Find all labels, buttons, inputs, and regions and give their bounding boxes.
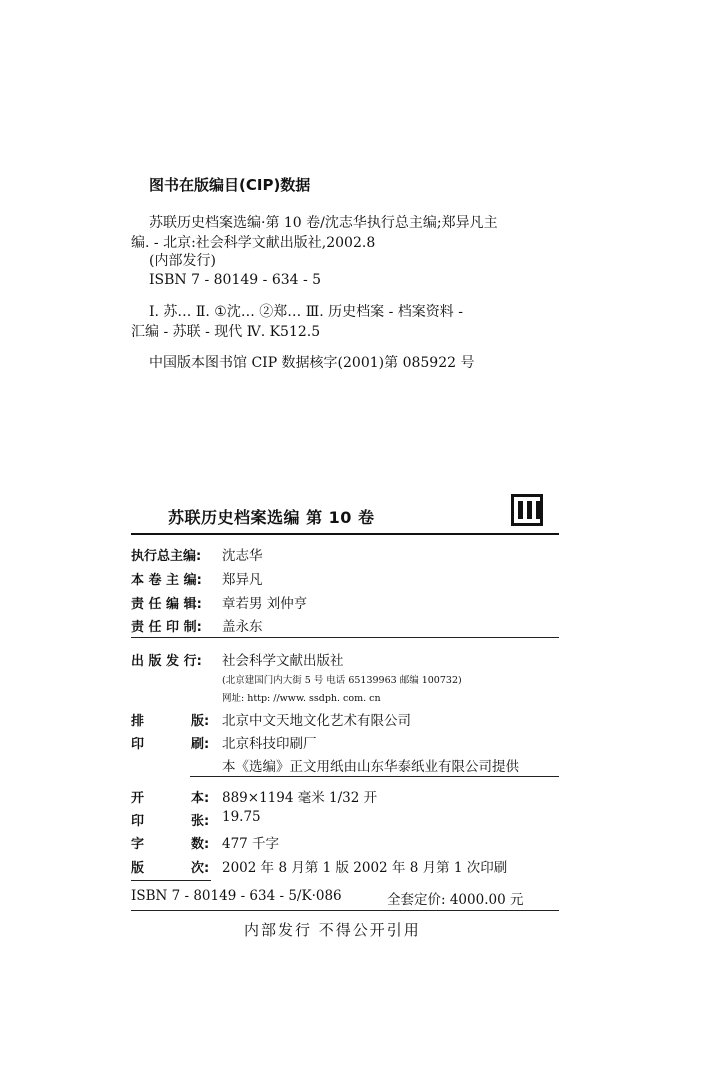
credit-value-volume-editor: 郑异凡 <box>222 572 263 588</box>
cip-heading: 图书在版编目(CIP)数据 <box>149 176 311 194</box>
publisher-address: (北京建国门内大街 5 号 电话 65139963 邮编 100732) <box>222 675 462 686</box>
title-divider <box>131 533 559 535</box>
production-label-printing-1: 印 <box>131 737 145 752</box>
publisher-name: 社会科学文献出版社 <box>222 653 344 669</box>
production-label-typesetting-2: 版: <box>191 714 210 729</box>
credit-label-print-supervisor: 责 任 印 制: <box>131 620 202 635</box>
book-title: 苏联历史档案选编 第 10 卷 <box>168 508 375 527</box>
cip-line-3: (内部发行) <box>149 253 216 269</box>
specs-divider <box>131 880 211 881</box>
spec-value-format: 889×1194 毫米 1/32 开 <box>222 790 378 806</box>
isbn-line: ISBN 7 - 80149 - 634 - 5/K·086 <box>131 888 342 904</box>
spec-value-words: 477 千字 <box>222 836 280 852</box>
cip-number: 中国版本图书馆 CIP 数据核字(2001)第 085922 号 <box>149 355 475 371</box>
isbn-divider <box>131 910 559 911</box>
production-value-typesetting: 北京中文天地文化艺术有限公司 <box>222 713 411 729</box>
publisher-logo-icon <box>511 494 543 526</box>
spec-label-format-1: 开 <box>131 791 145 806</box>
cip-line-1: 苏联历史档案选编·第 10 卷/沈志华执行总主编;郑异凡主 <box>149 215 498 231</box>
cip-classification-2: 汇编 - 苏联 - 现代 Ⅳ. K512.5 <box>131 324 321 340</box>
credit-value-print-supervisor: 盖永东 <box>222 619 263 635</box>
credit-label-chief-editor: 执行总主编: <box>131 549 202 564</box>
credit-value-chief-editor: 沈志华 <box>222 548 263 564</box>
spec-label-edition-2: 次: <box>191 861 210 876</box>
spec-label-words-1: 字 <box>131 837 145 852</box>
publisher-website: 网址: http: //www. ssdph. com. cn <box>222 693 381 704</box>
spec-label-format-2: 本: <box>191 791 210 806</box>
spec-value-edition: 2002 年 8 月第 1 版 2002 年 8 月第 1 次印刷 <box>222 860 508 876</box>
credit-value-responsible-editor: 章若男 刘仲亨 <box>222 596 308 612</box>
spec-label-edition-1: 版 <box>131 861 145 876</box>
paper-note: 本《选编》正文用纸由山东华泰纸业有限公司提供 <box>222 759 519 775</box>
production-label-printing-2: 刷: <box>191 737 210 752</box>
cip-line-2: 编. - 北京:社会科学文献出版社,2002.8 <box>131 235 376 251</box>
cip-classification-1: Ⅰ. 苏… Ⅱ. ①沈… ②郑… Ⅲ. 历史档案 - 档案资料 - <box>149 304 463 320</box>
paper-divider <box>190 776 559 777</box>
credits-divider <box>131 637 559 638</box>
publisher-label: 出 版 发 行: <box>131 654 202 669</box>
production-label-typesetting-1: 排 <box>131 714 145 729</box>
spec-label-sheets-1: 印 <box>131 814 145 829</box>
spec-label-words-2: 数: <box>191 837 210 852</box>
cip-isbn: ISBN 7 - 80149 - 634 - 5 <box>149 272 322 288</box>
production-value-printing: 北京科技印刷厂 <box>222 736 317 752</box>
credit-label-responsible-editor: 责 任 编 辑: <box>131 597 202 612</box>
price: 全套定价: 4000.00 元 <box>387 892 524 908</box>
spec-value-sheets: 19.75 <box>222 809 261 825</box>
internal-notice: 内部发行 不得公开引用 <box>244 921 421 939</box>
spec-label-sheets-2: 张: <box>191 814 210 829</box>
credit-label-volume-editor: 本 卷 主 编: <box>131 573 202 588</box>
